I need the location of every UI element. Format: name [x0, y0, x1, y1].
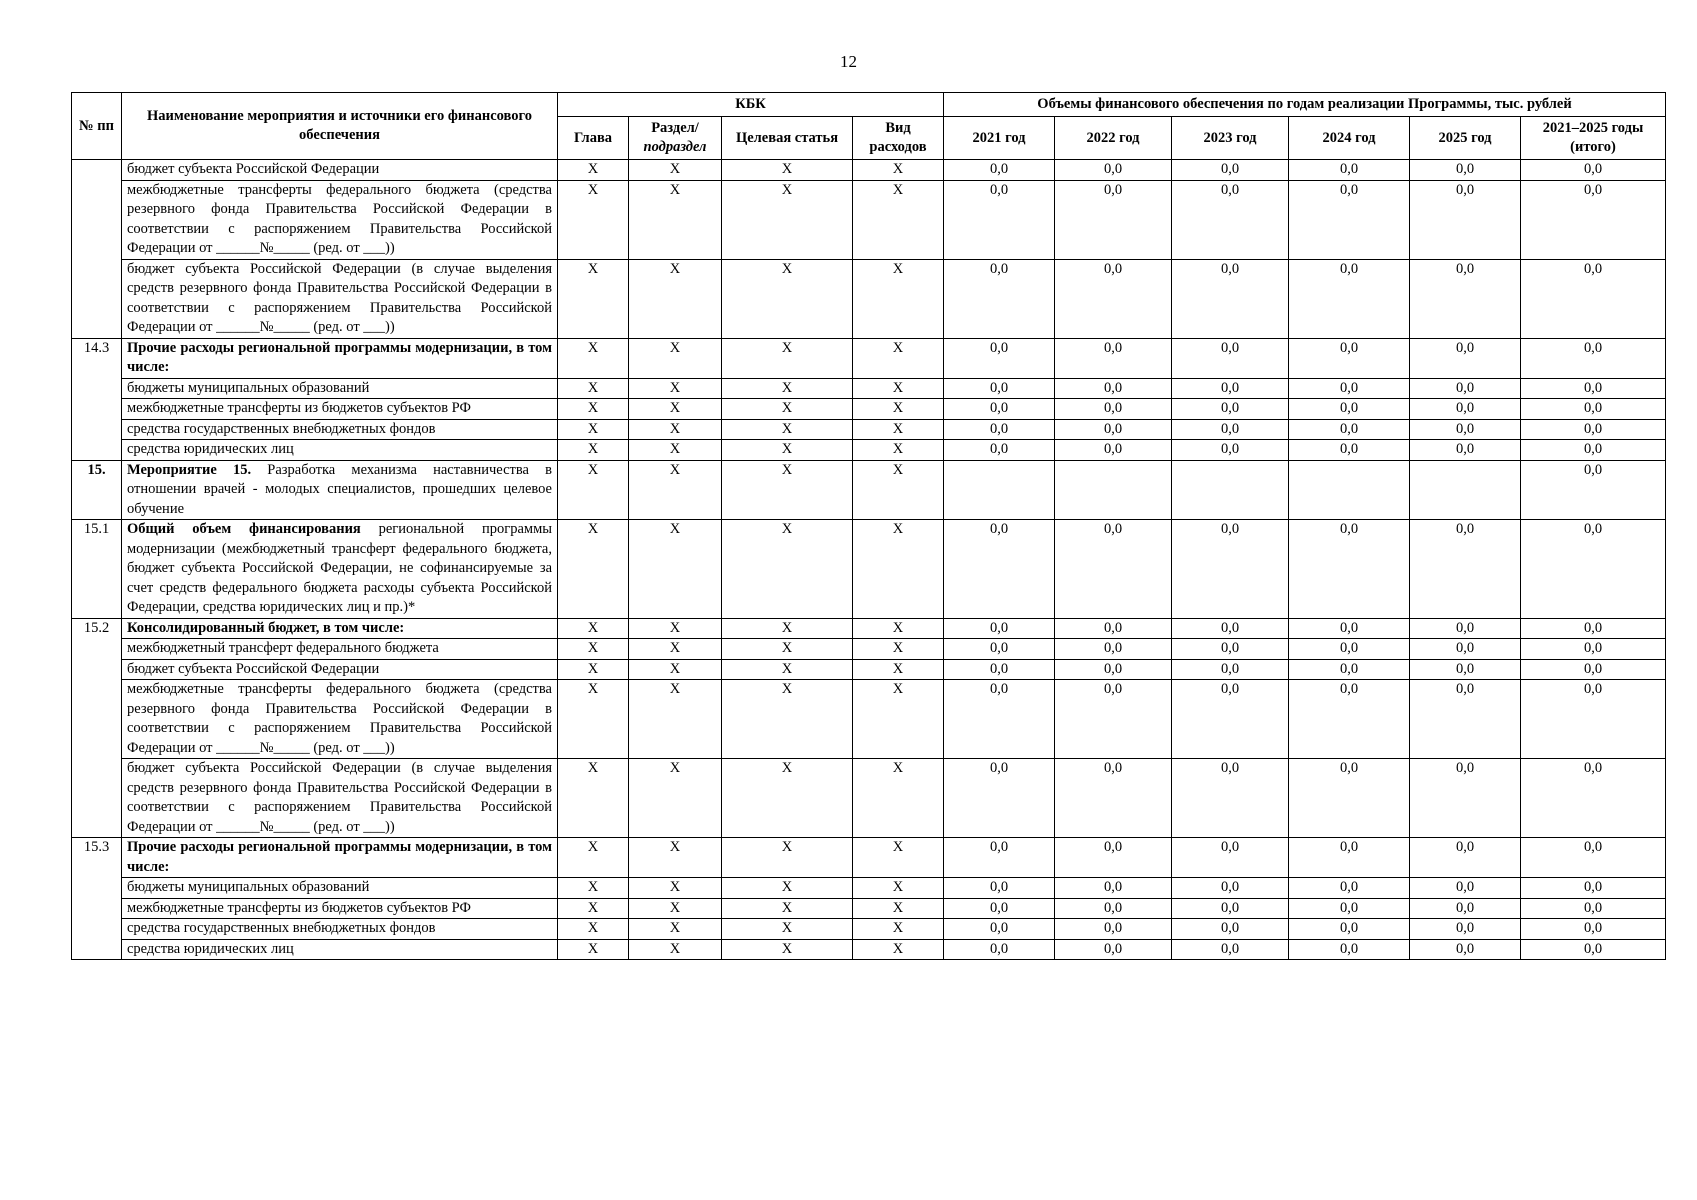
kbk-tselevaya-cell: Х	[722, 419, 853, 440]
table-row	[72, 838, 1666, 878]
row-number: 15.1	[72, 520, 122, 619]
table-row	[72, 180, 1666, 259]
kbk-tselevaya-cell: Х	[722, 378, 853, 399]
header-total: 2021–2025 годы (итого)	[1521, 117, 1666, 160]
table-row	[72, 659, 1666, 680]
kbk-glava-cell: Х	[558, 520, 629, 619]
kbk-tselevaya-cell: Х	[722, 180, 853, 259]
item-name: бюджет субъекта Российской Федерации	[122, 659, 558, 680]
table-row	[72, 759, 1666, 838]
header-razdel	[629, 117, 722, 160]
value-2025: 0,0	[1410, 440, 1521, 461]
kbk-razdel-cell: Х	[629, 838, 722, 878]
value-2024: 0,0	[1289, 939, 1410, 960]
value-2024: 0,0	[1289, 160, 1410, 181]
kbk-tselevaya-cell: Х	[722, 680, 853, 759]
item-name: средства юридических лиц	[122, 939, 558, 960]
kbk-glava-cell: Х	[558, 440, 629, 461]
kbk-glava-cell: Х	[558, 259, 629, 338]
value-2023: 0,0	[1172, 259, 1289, 338]
row-number	[72, 160, 122, 339]
kbk-vid-cell: Х	[853, 939, 944, 960]
item-name: бюджет субъекта Российской Федерации (в случае выделения средств резервного фонда Правительства Российской Федерации в соответствии с распоряжением Правительства Российской Федерации от ______№_____ (ред. от ___))	[122, 759, 558, 838]
kbk-razdel-cell: Х	[629, 378, 722, 399]
value-2025	[1410, 460, 1521, 520]
kbk-tselevaya-cell: Х	[722, 618, 853, 639]
kbk-vid-cell: Х	[853, 680, 944, 759]
value-2024: 0,0	[1289, 419, 1410, 440]
value-total: 0,0	[1521, 939, 1666, 960]
kbk-razdel-cell: Х	[629, 180, 722, 259]
kbk-vid-cell: Х	[853, 460, 944, 520]
kbk-razdel-cell: Х	[629, 399, 722, 420]
table-row	[72, 259, 1666, 338]
value-total: 0,0	[1521, 399, 1666, 420]
header-2023: 2023 год	[1172, 117, 1289, 160]
item-name: Консолидированный бюджет, в том числе:	[122, 618, 558, 639]
value-total: 0,0	[1521, 838, 1666, 878]
header-razdel-line1: Раздел/	[651, 120, 699, 136]
value-2021: 0,0	[944, 419, 1055, 440]
value-total: 0,0	[1521, 460, 1666, 520]
kbk-glava-cell: Х	[558, 180, 629, 259]
item-name: средства государственных внебюджетных фондов	[122, 419, 558, 440]
value-2022: 0,0	[1055, 680, 1172, 759]
value-2021: 0,0	[944, 520, 1055, 619]
value-2024: 0,0	[1289, 618, 1410, 639]
kbk-razdel-cell: Х	[629, 878, 722, 899]
value-2024: 0,0	[1289, 259, 1410, 338]
kbk-vid-cell: Х	[853, 520, 944, 619]
value-total: 0,0	[1521, 378, 1666, 399]
table-row	[72, 419, 1666, 440]
kbk-razdel-cell: Х	[629, 160, 722, 181]
value-2025: 0,0	[1410, 160, 1521, 181]
value-2022: 0,0	[1055, 939, 1172, 960]
kbk-glava-cell: Х	[558, 399, 629, 420]
page-number: 12	[840, 52, 857, 71]
value-2024: 0,0	[1289, 440, 1410, 461]
kbk-vid-cell: Х	[853, 618, 944, 639]
value-2024: 0,0	[1289, 898, 1410, 919]
kbk-razdel-cell: Х	[629, 259, 722, 338]
value-2024: 0,0	[1289, 378, 1410, 399]
table-row	[72, 639, 1666, 660]
kbk-razdel-cell: Х	[629, 419, 722, 440]
item-name: бюджет субъекта Российской Федерации (в случае выделения средств резервного фонда Правительства Российской Федерации в соответствии с распоряжением Правительства Российской Федерации от ______№_____ (ред. от ___))	[122, 259, 558, 338]
item-name	[122, 460, 558, 520]
value-total: 0,0	[1521, 259, 1666, 338]
table-row	[72, 440, 1666, 461]
value-total: 0,0	[1521, 160, 1666, 181]
kbk-vid-cell: Х	[853, 639, 944, 660]
header-tselevaya: Целевая статья	[722, 117, 853, 160]
value-2024: 0,0	[1289, 838, 1410, 878]
header-kbk: КБК	[558, 93, 944, 117]
value-2021: 0,0	[944, 838, 1055, 878]
kbk-razdel-cell: Х	[629, 639, 722, 660]
kbk-glava-cell: Х	[558, 618, 629, 639]
item-name: средства юридических лиц	[122, 440, 558, 461]
value-2025: 0,0	[1410, 259, 1521, 338]
kbk-razdel-cell: Х	[629, 759, 722, 838]
value-2024: 0,0	[1289, 919, 1410, 940]
value-total: 0,0	[1521, 180, 1666, 259]
row-number: 15.3	[72, 838, 122, 960]
value-2023: 0,0	[1172, 939, 1289, 960]
kbk-glava-cell: Х	[558, 460, 629, 520]
table-row	[72, 878, 1666, 899]
kbk-glava-cell: Х	[558, 680, 629, 759]
value-2022: 0,0	[1055, 919, 1172, 940]
kbk-glava-cell: Х	[558, 338, 629, 378]
value-2024: 0,0	[1289, 878, 1410, 899]
kbk-glava-cell: Х	[558, 898, 629, 919]
value-2021: 0,0	[944, 399, 1055, 420]
kbk-tselevaya-cell: Х	[722, 639, 853, 660]
value-2023: 0,0	[1172, 680, 1289, 759]
value-2024: 0,0	[1289, 180, 1410, 259]
value-2025: 0,0	[1410, 878, 1521, 899]
table-row	[72, 460, 1666, 520]
header-num: № пп	[72, 93, 122, 160]
table-row	[72, 160, 1666, 181]
value-2021: 0,0	[944, 680, 1055, 759]
item-name: бюджеты муниципальных образований	[122, 378, 558, 399]
header-vid: Вид расходов	[853, 117, 944, 160]
value-2025: 0,0	[1410, 618, 1521, 639]
value-2025: 0,0	[1410, 639, 1521, 660]
kbk-tselevaya-cell: Х	[722, 919, 853, 940]
value-2022: 0,0	[1055, 759, 1172, 838]
value-2021: 0,0	[944, 259, 1055, 338]
kbk-glava-cell: Х	[558, 919, 629, 940]
kbk-tselevaya-cell: Х	[722, 460, 853, 520]
table-row	[72, 399, 1666, 420]
value-2022: 0,0	[1055, 378, 1172, 399]
value-2021: 0,0	[944, 878, 1055, 899]
value-total: 0,0	[1521, 639, 1666, 660]
table-row	[72, 378, 1666, 399]
header-glava: Глава	[558, 117, 629, 160]
item-name	[122, 520, 558, 619]
value-2022: 0,0	[1055, 259, 1172, 338]
table-header	[72, 93, 1666, 160]
value-total: 0,0	[1521, 878, 1666, 899]
value-2021: 0,0	[944, 160, 1055, 181]
kbk-vid-cell: Х	[853, 419, 944, 440]
kbk-tselevaya-cell: Х	[722, 898, 853, 919]
kbk-vid-cell: Х	[853, 440, 944, 461]
kbk-tselevaya-cell: Х	[722, 878, 853, 899]
value-2023: 0,0	[1172, 378, 1289, 399]
kbk-tselevaya-cell: Х	[722, 838, 853, 878]
header-2025: 2025 год	[1410, 117, 1521, 160]
value-total: 0,0	[1521, 898, 1666, 919]
kbk-glava-cell: Х	[558, 838, 629, 878]
value-2021: 0,0	[944, 759, 1055, 838]
kbk-vid-cell: Х	[853, 180, 944, 259]
row-number: 14.3	[72, 338, 122, 460]
value-2023: 0,0	[1172, 180, 1289, 259]
value-2022: 0,0	[1055, 399, 1172, 420]
value-2025: 0,0	[1410, 759, 1521, 838]
value-2024: 0,0	[1289, 639, 1410, 660]
header-2022: 2022 год	[1055, 117, 1172, 160]
value-2022: 0,0	[1055, 440, 1172, 461]
kbk-glava-cell: Х	[558, 639, 629, 660]
item-name: межбюджетные трансферты федерального бюджета (средства резервного фонда Правительства Российской Федерации в соответствии с распоряжением Правительства Российской Федерации от ______№_____ (ред. от ___))	[122, 180, 558, 259]
financing-table	[71, 92, 1666, 960]
kbk-vid-cell: Х	[853, 259, 944, 338]
kbk-tselevaya-cell: Х	[722, 160, 853, 181]
kbk-vid-cell: Х	[853, 378, 944, 399]
kbk-glava-cell: Х	[558, 939, 629, 960]
kbk-vid-cell: Х	[853, 659, 944, 680]
kbk-tselevaya-cell: Х	[722, 520, 853, 619]
kbk-glava-cell: Х	[558, 419, 629, 440]
value-2021: 0,0	[944, 919, 1055, 940]
value-total: 0,0	[1521, 520, 1666, 619]
value-2021: 0,0	[944, 338, 1055, 378]
value-2023: 0,0	[1172, 838, 1289, 878]
value-2021: 0,0	[944, 378, 1055, 399]
item-label: Общий объем финансирования	[127, 521, 361, 537]
value-2021: 0,0	[944, 180, 1055, 259]
value-2024: 0,0	[1289, 399, 1410, 420]
kbk-vid-cell: Х	[853, 160, 944, 181]
value-2025: 0,0	[1410, 338, 1521, 378]
value-total: 0,0	[1521, 338, 1666, 378]
kbk-vid-cell: Х	[853, 919, 944, 940]
value-2025: 0,0	[1410, 680, 1521, 759]
value-2025: 0,0	[1410, 838, 1521, 878]
value-2023: 0,0	[1172, 160, 1289, 181]
header-2024: 2024 год	[1289, 117, 1410, 160]
value-2023: 0,0	[1172, 338, 1289, 378]
value-2023: 0,0	[1172, 419, 1289, 440]
value-2025: 0,0	[1410, 898, 1521, 919]
header-volumes: Объемы финансового обеспечения по годам реализации Программы, тыс. рублей	[944, 93, 1666, 117]
kbk-tselevaya-cell: Х	[722, 659, 853, 680]
value-2023	[1172, 460, 1289, 520]
value-2023: 0,0	[1172, 659, 1289, 680]
header-razdel-line2: подраздел	[643, 139, 707, 155]
value-2022	[1055, 460, 1172, 520]
item-label: Мероприятие 15.	[127, 461, 252, 478]
value-2023: 0,0	[1172, 399, 1289, 420]
value-total: 0,0	[1521, 659, 1666, 680]
value-2022: 0,0	[1055, 878, 1172, 899]
kbk-tselevaya-cell: Х	[722, 759, 853, 838]
kbk-glava-cell: Х	[558, 878, 629, 899]
value-2024: 0,0	[1289, 759, 1410, 838]
item-name: бюджет субъекта Российской Федерации	[122, 160, 558, 181]
value-total: 0,0	[1521, 919, 1666, 940]
item-name: межбюджетные трансферты федерального бюджета (средства резервного фонда Правительства Российской Федерации в соответствии с распоряжением Правительства Российской Федерации от ______№_____ (ред. от ___))	[122, 680, 558, 759]
table-row	[72, 919, 1666, 940]
item-name: средства государственных внебюджетных фондов	[122, 919, 558, 940]
value-2023: 0,0	[1172, 759, 1289, 838]
value-total: 0,0	[1521, 618, 1666, 639]
table-row	[72, 520, 1666, 619]
item-name: межбюджетный трансферт федерального бюджета	[122, 639, 558, 660]
value-2021: 0,0	[944, 639, 1055, 660]
kbk-vid-cell: Х	[853, 338, 944, 378]
item-name: Прочие расходы региональной программы модернизации, в том числе:	[122, 838, 558, 878]
value-2025: 0,0	[1410, 520, 1521, 619]
item-text: региональной программы модернизации (межбюджетный трансферт федерального бюджета, бюджет субъекта Российской Федерации, не софинансируемые за счет средств федерального бюджета расходы субъекта Российской Федерации, средства юридических лиц и пр.)*	[127, 521, 552, 615]
kbk-tselevaya-cell: Х	[722, 259, 853, 338]
table-body	[72, 160, 1666, 960]
value-2023: 0,0	[1172, 898, 1289, 919]
kbk-razdel-cell: Х	[629, 919, 722, 940]
kbk-razdel-cell: Х	[629, 460, 722, 520]
value-2025: 0,0	[1410, 919, 1521, 940]
kbk-vid-cell: Х	[853, 399, 944, 420]
value-2023: 0,0	[1172, 520, 1289, 619]
value-2023: 0,0	[1172, 639, 1289, 660]
value-2021: 0,0	[944, 440, 1055, 461]
table-row	[72, 939, 1666, 960]
value-2022: 0,0	[1055, 180, 1172, 259]
kbk-glava-cell: Х	[558, 378, 629, 399]
value-2023: 0,0	[1172, 919, 1289, 940]
item-name: межбюджетные трансферты из бюджетов субъектов РФ	[122, 898, 558, 919]
value-2022: 0,0	[1055, 520, 1172, 619]
value-2024: 0,0	[1289, 338, 1410, 378]
row-number: 15.2	[72, 618, 122, 838]
item-name: Прочие расходы региональной программы модернизации, в том числе:	[122, 338, 558, 378]
kbk-razdel-cell: Х	[629, 680, 722, 759]
value-2021: 0,0	[944, 898, 1055, 919]
value-2022: 0,0	[1055, 898, 1172, 919]
kbk-tselevaya-cell: Х	[722, 440, 853, 461]
kbk-vid-cell: Х	[853, 759, 944, 838]
kbk-vid-cell: Х	[853, 878, 944, 899]
kbk-razdel-cell: Х	[629, 939, 722, 960]
value-2021: 0,0	[944, 939, 1055, 960]
kbk-vid-cell: Х	[853, 898, 944, 919]
value-2023: 0,0	[1172, 440, 1289, 461]
kbk-razdel-cell: Х	[629, 338, 722, 378]
value-2024: 0,0	[1289, 680, 1410, 759]
header-2021: 2021 год	[944, 117, 1055, 160]
header-name: Наименование мероприятия и источники его финансового обеспечения	[122, 93, 558, 160]
kbk-razdel-cell: Х	[629, 898, 722, 919]
value-2022: 0,0	[1055, 419, 1172, 440]
kbk-razdel-cell: Х	[629, 520, 722, 619]
value-2022: 0,0	[1055, 160, 1172, 181]
value-2023: 0,0	[1172, 618, 1289, 639]
kbk-razdel-cell: Х	[629, 618, 722, 639]
item-text: Разработка механизма наставничества в отношении врачей - молодых специалистов, прошедших целевое обучение	[127, 461, 552, 517]
kbk-razdel-cell: Х	[629, 659, 722, 680]
item-name: бюджеты муниципальных образований	[122, 878, 558, 899]
kbk-tselevaya-cell: Х	[722, 399, 853, 420]
table-row	[72, 618, 1666, 639]
value-2025: 0,0	[1410, 399, 1521, 420]
value-2025: 0,0	[1410, 378, 1521, 399]
value-2021	[944, 460, 1055, 520]
value-2025: 0,0	[1410, 180, 1521, 259]
row-number: 15.	[72, 460, 122, 520]
kbk-razdel-cell: Х	[629, 440, 722, 461]
value-2023: 0,0	[1172, 878, 1289, 899]
value-2022: 0,0	[1055, 639, 1172, 660]
value-2024	[1289, 460, 1410, 520]
value-2024: 0,0	[1289, 520, 1410, 619]
item-name: межбюджетные трансферты из бюджетов субъектов РФ	[122, 399, 558, 420]
value-total: 0,0	[1521, 419, 1666, 440]
value-2021: 0,0	[944, 659, 1055, 680]
table-row	[72, 680, 1666, 759]
value-2025: 0,0	[1410, 419, 1521, 440]
value-total: 0,0	[1521, 759, 1666, 838]
kbk-vid-cell: Х	[853, 838, 944, 878]
value-2022: 0,0	[1055, 618, 1172, 639]
value-2022: 0,0	[1055, 659, 1172, 680]
value-2024: 0,0	[1289, 659, 1410, 680]
value-2022: 0,0	[1055, 838, 1172, 878]
kbk-glava-cell: Х	[558, 759, 629, 838]
kbk-glava-cell: Х	[558, 659, 629, 680]
kbk-glava-cell: Х	[558, 160, 629, 181]
table-row	[72, 898, 1666, 919]
table-row	[72, 338, 1666, 378]
value-2021: 0,0	[944, 618, 1055, 639]
value-2025: 0,0	[1410, 659, 1521, 680]
value-total: 0,0	[1521, 680, 1666, 759]
kbk-tselevaya-cell: Х	[722, 939, 853, 960]
kbk-tselevaya-cell: Х	[722, 338, 853, 378]
value-total: 0,0	[1521, 440, 1666, 461]
value-2025: 0,0	[1410, 939, 1521, 960]
value-2022: 0,0	[1055, 338, 1172, 378]
